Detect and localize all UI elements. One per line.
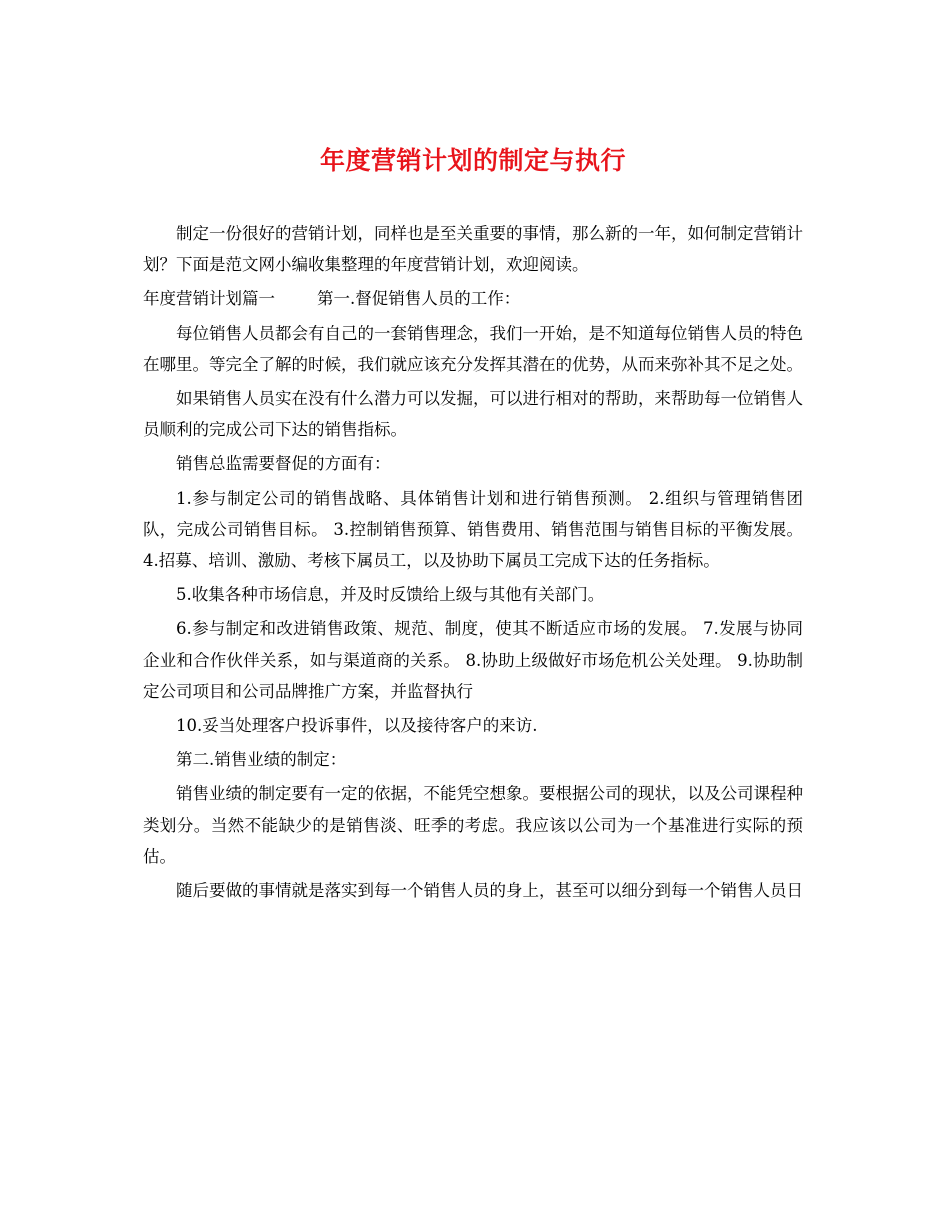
list-paragraph: 6.参与制定和改进销售政策、规范、制度，使其不断适应市场的发展。 7.发展与协同企业和合作伙伴关系，如与渠道商的关系。 8.协助上级做好市场危机公关处理。 9.协助制定公司项目和公司品牌推广方案，并监督执行: [143, 619, 803, 701]
paragraph: 销售业绩的制定要有一定的依据，不能凭空想象。要根据公司的现状，以及公司课程种类划分。当然不能缺少的是销售淡、旺季的考虑。我应该以公司为一个基准进行实际的预估。: [143, 784, 803, 866]
section-heading-2: 第二.销售业绩的制定：: [176, 750, 347, 770]
paragraph: 如果销售人员实在没有什么潜力可以发掘，可以进行相对的帮助，来帮助每一位销售人员顺利的完成公司下达的销售指标。: [143, 389, 803, 440]
document-body: [143, 218, 803, 909]
document-title: 年度营销计划的制定与执行: [319, 146, 626, 175]
list-paragraph: 10.妥当处理客户投诉事件，以及接待客户的来访.: [176, 716, 538, 736]
list-paragraph: 1.参与制定公司的销售战略、具体销售计划和进行销售预测。 2.组织与管理销售团队，完成公司销售目标。 3.控制销售预算、销售费用、销售范围与销售目标的平衡发展。 4.招募、培训、激励、考核下属员工，以及协助下属员工完成下达的任务指标。: [143, 488, 803, 571]
paragraph-intro: 制定一份很好的营销计划，同样也是至关重要的事情，那么新的一年，如何制定营销计划？下面是范文网小编收集整理的年度营销计划，欢迎阅读。: [143, 224, 803, 275]
paragraph: 每位销售人员都会有自己的一套销售理念，我们一开始，是不知道每位销售人员的特色在哪里。等完全了解的时候，我们就应该充分发挥其潜在的优势，从而来弥补其不足之处。: [143, 323, 803, 374]
document-page: [143, 0, 803, 1230]
list-paragraph: 5.收集各种市场信息，并及时反馈给上级与其他有关部门。: [176, 585, 605, 605]
paragraph: 销售总监需要督促的方面有：: [176, 454, 391, 474]
section-heading: 年度营销计划篇一 第一.督促销售人员的工作：: [143, 289, 521, 309]
paragraph: 随后要做的事情就是落实到每一个销售人员的身上，甚至可以细分到每一个销售人员日: [176, 881, 803, 901]
